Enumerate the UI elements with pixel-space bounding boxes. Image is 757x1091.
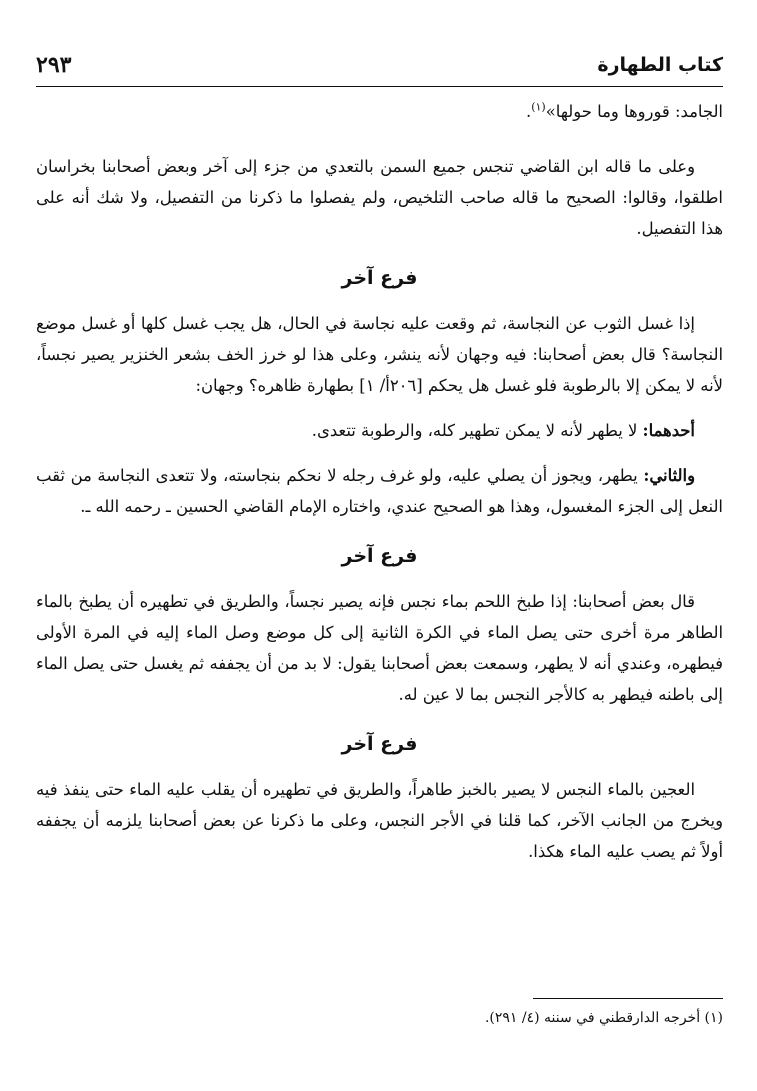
section-heading: فرع آخر [341, 733, 418, 755]
paragraph: العجين بالماء النجس لا يصير بالخبز طاهراً، والطريق في تطهيره أن يقلب عليه الماء حتى ينفذ فيه ويخرج من الجانب الآخر، كما قلنا في الأجر النجس، وعلى ما ذكرنا عن بعض أصحابنا يلزمه أن يجففه أولاً ثم يصب عليه الماء هكذا. [36, 780, 723, 861]
paragraph [36, 415, 723, 446]
paragraph: قال بعض أصحابنا: إذا طبخ اللحم بماء نجس فإنه يصير نجساً، والطريق في تطهيره أن يطبخ بالماء الطاهر مرة أخرى حتى يصل الماء في الكرة الثانية إلى كل موضع وصل الماء إليه في المرة الأولى فيطهره، وعندي أنه لا يطهر، وسمعت بعض أصحابنا يقول: لا بد من أن يجففه ثم يغسل حتى يصل الماء إلى باطنه فيطهر به كالأجر النجس بما لا عين له. [36, 592, 723, 704]
paragraph-lead: أحدهما: [642, 421, 695, 440]
paragraph-end: . [525, 102, 532, 121]
footnote: (١) أخرجه الدارقطني في سننه (٤/ ٢٩١). [484, 1010, 723, 1026]
paragraph [36, 96, 723, 127]
paragraph: إذا غسل الثوب عن النجاسة، ثم وقعت عليه نجاسة في الحال، هل يجب غسل كلها أو غسل موضع النجاسة؟ قال بعض أصحابنا: فيه وجهان لأنه ينشر، وعلى هذا لو خرز الخف بشعر الخنزير يصير نجساً، لأنه لا يمكن إلا بالرطوبة فلو غسل هل يحكم [٢٠٦أ/ ١] بطهارة ظاهره؟ وجهان: [36, 314, 723, 395]
section-heading: فرع آخر [341, 545, 418, 567]
paragraph [36, 460, 723, 522]
paragraph-lead: والثاني: [643, 466, 695, 485]
footnote-reference: (١) [531, 100, 546, 114]
page-header [36, 52, 723, 87]
body-text [36, 96, 723, 881]
footnote-divider [533, 998, 723, 999]
paragraph-text: الجامد: قوروها وما حولها» [545, 102, 723, 121]
section-heading: فرع آخر [341, 267, 418, 289]
paragraph-text: يطهر، ويجوز أن يصلي عليه، ولو غرف رجله لا نحكم بنجاسته، ولا تتعدى النجاسة من ثقب النعل إلى الجزء المغسول، وهذا هو الصحيح عندي، واختاره الإمام القاضي الحسين ـ رحمه الله ـ. [36, 466, 723, 516]
paragraph-text: لا يطهر لأنه لا يمكن تطهير كله، والرطوبة تتعدى. [311, 421, 643, 440]
running-title: كتاب الطهارة [597, 54, 723, 76]
paragraph: وعلى ما قاله ابن القاضي تنجس جميع السمن بالتعدي من جزء إلى آخر وبعض أصحابنا بخراسان اطلقوا، وقالوا: الصحيح ما قاله صاحب التلخيص، ولم يفصلوا ما ذكرنا من التفصيل، ولا شك أنه على هذا التفصيل. [36, 157, 723, 238]
page-number: ٢٩٣ [36, 52, 72, 78]
